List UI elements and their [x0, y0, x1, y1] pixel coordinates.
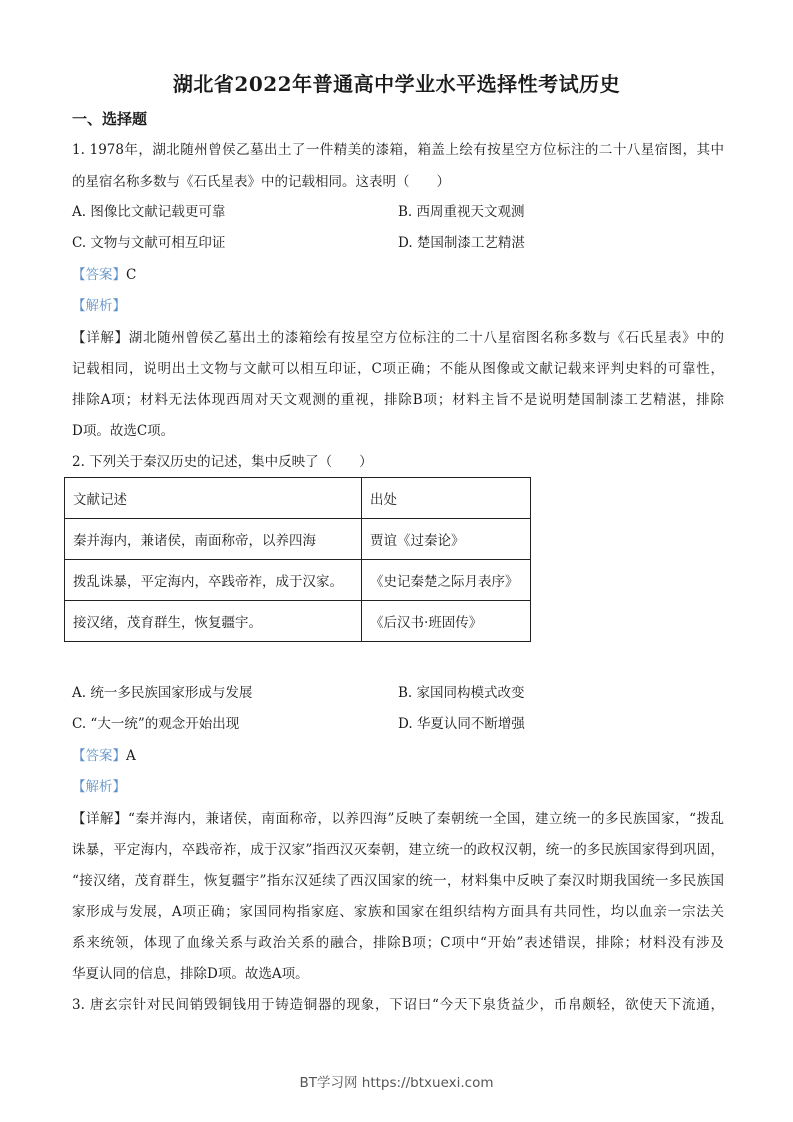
analysis-label: 【解析】 [72, 298, 126, 314]
table-cell: 秦并海内，兼诸侯，南面称帝，以养四海 [65, 519, 362, 560]
q1-stem-line-2: 的星宿名称多数与《石氏星表》中的记载相同。这表明（ ） [72, 174, 450, 190]
answer-label: 【答案】 [72, 748, 126, 764]
q2-stem: 2. 下列关于秦汉历史的记述，集中反映了（ ） [72, 454, 373, 470]
q1-option-d: D. 楚国制漆工艺精湛 [398, 235, 525, 251]
q2-detail-line-3: “接汉绪，茂育群生，恢复疆宇”指东汉延续了西汉国家的统一，材料集中反映了秦汉时期我国统一多民族国 [72, 873, 724, 889]
table-cell: 接汉绪，茂育群生，恢复疆宇。 [65, 601, 362, 642]
q2-source-table [64, 477, 531, 642]
table-cell: 《后汉书·班固传》 [362, 601, 531, 642]
q2-analysis-label [72, 777, 126, 797]
q1-detail-line-4: D项。故选C项。 [72, 423, 175, 439]
table-row [65, 519, 531, 560]
table-header-cell: 出处 [362, 478, 531, 519]
q1-stem-line-1: 1. 1978年，湖北随州曾侯乙墓出土了一件精美的漆箱，箱盖上绘有按星空方位标注的二十八星宿图，其中 [72, 142, 724, 158]
q1-analysis-label [72, 296, 126, 316]
q2-detail-line-1 [72, 809, 724, 829]
q1-option-b: B. 西周重视天文观测 [398, 204, 525, 220]
page-title: 湖北省2022年普通高中学业水平选择性考试历史 [172, 72, 621, 96]
q1-answer-value: C [126, 267, 137, 283]
table-cell: 拨乱诛暴，平定海内，卒践帝祚，成于汉家。 [65, 560, 362, 601]
table-row [65, 560, 531, 601]
q2-detail-text-1: “秦并海内，兼诸侯，南面称帝，以养四海”反映了秦朝统一全国，建立统一的多民族国家，“拨乱 [128, 811, 724, 827]
table-row [65, 601, 531, 642]
table-header-row [65, 478, 531, 519]
analysis-label: 【解析】 [72, 779, 126, 795]
table-header-cell: 文献记述 [65, 478, 362, 519]
q1-answer [72, 265, 136, 285]
q1-detail-line-1 [72, 328, 724, 348]
q2-option-b: B. 家国同构模式改变 [398, 685, 525, 701]
table-cell: 贾谊《过秦论》 [362, 519, 531, 560]
q2-option-c: C. “大一统”的观念开始出现 [72, 716, 240, 732]
q2-option-d: D. 华夏认同不断增强 [398, 716, 525, 732]
q2-detail-line-4: 家形成与发展，A项正确；家国同构指家庭、家族和国家在组织结构方面具有共同性，均以血亲一宗法关 [72, 904, 724, 920]
q2-option-a: A. 统一多民族国家形成与发展 [72, 685, 253, 701]
q3-stem: 3. 唐玄宗针对民间销毁铜钱用于铸造铜器的现象，下诏曰“今天下泉货益少，币帛颇轻，欲使天下流通， [72, 997, 724, 1013]
q1-detail-text-1: 湖北随州曾侯乙墓出土的漆箱绘有按星空方位标注的二十八星宿图名称多数与《石氏星表》中的 [128, 330, 725, 346]
answer-label: 【答案】 [72, 267, 126, 283]
q1-detail-line-2: 记载相同，说明出土文物与文献可以相互印证，C项正确；不能从图像或文献记载来评判史料的可靠性， [72, 361, 724, 377]
detail-label: 【详解】 [72, 811, 129, 827]
detail-label: 【详解】 [72, 330, 129, 346]
q2-answer-value: A [126, 748, 136, 764]
q1-option-a: A. 图像比文献记载更可靠 [72, 204, 226, 220]
watermark-footer: BT学习网 https://btxuexi.com [299, 1075, 494, 1091]
section-heading: 一、选择题 [72, 110, 148, 128]
q1-option-c: C. 文物与文献可相互印证 [72, 235, 226, 251]
table-cell: 《史记秦楚之际月表序》 [362, 560, 531, 601]
q2-detail-line-2: 诛暴，平定海内，卒践帝祚，成于汉家”指西汉灭秦朝，建立统一的政权汉朝，统一的多民族国家得到巩固， [72, 842, 724, 858]
q2-detail-line-5: 系来统领，体现了血缘关系与政治关系的融合，排除B项；C项中“开始”表述错误，排除；材料没有涉及 [72, 935, 724, 951]
q2-detail-line-6: 华夏认同的信息，排除D项。故选A项。 [72, 966, 309, 982]
q2-answer [72, 746, 136, 766]
q1-detail-line-3: 排除A项；材料无法体现西周对天文观测的重视，排除B项；材料主旨不是说明楚国制漆工艺精湛，排除 [72, 392, 724, 408]
